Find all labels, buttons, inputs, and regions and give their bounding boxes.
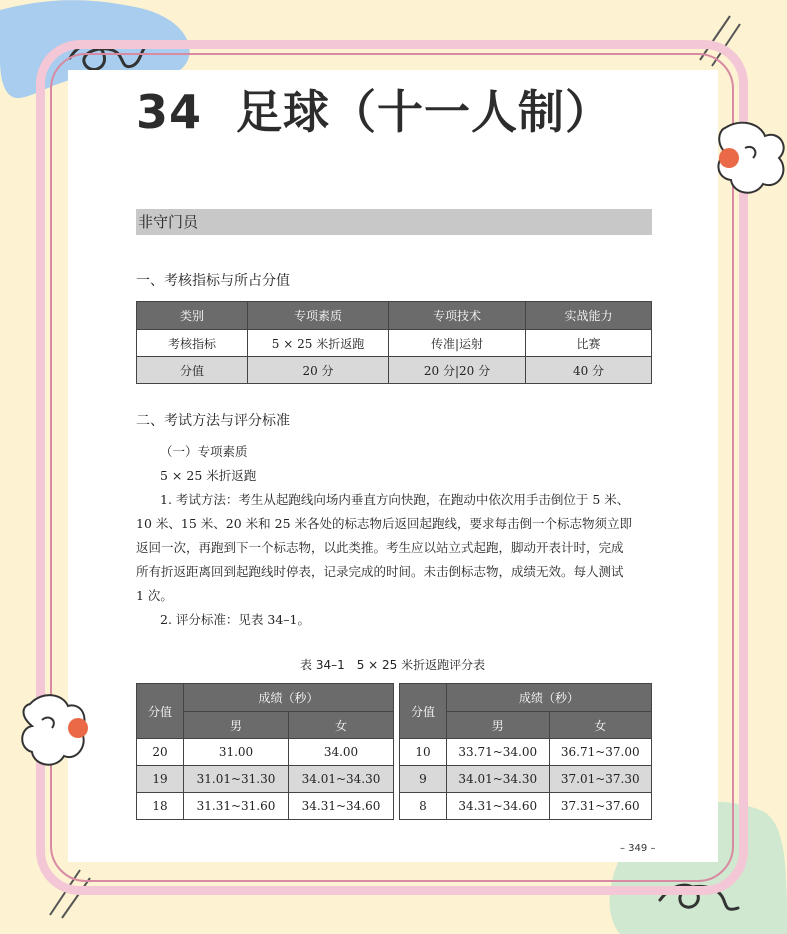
- result-header: 成绩（秒）: [184, 684, 394, 712]
- chapter-number: 34: [136, 85, 203, 139]
- score-table-left: [136, 683, 394, 820]
- male-header: 男: [447, 712, 550, 739]
- table-cell: 37.01~37.30: [549, 766, 652, 793]
- section-bar: 非守门员: [136, 209, 652, 235]
- table-cell: 36.71~37.00: [549, 739, 652, 766]
- female-header: 女: [549, 712, 652, 739]
- table-cell: 33.71~34.00: [447, 739, 550, 766]
- table-cell: 20 分: [248, 357, 389, 384]
- paragraph-line: 返回一次，再跑到下一个标志物，以此类推。考生应以站立式起跑，脚动开表计时，完成: [136, 540, 624, 555]
- table-cell: 18: [137, 793, 184, 820]
- score-header: 分值: [400, 684, 447, 739]
- flower-decoration-left: [18, 690, 88, 770]
- table-cell: 5 × 25 米折返跑: [248, 330, 389, 357]
- method-paragraph: [136, 488, 656, 608]
- table-cell: 31.31~31.60: [184, 793, 289, 820]
- table-cell: 分值: [137, 357, 248, 384]
- table-cell: 34.01~34.30: [289, 766, 394, 793]
- scoring-reference: 2. 评分标准：见表 34–1。: [160, 612, 310, 627]
- subheading: （一）专项素质: [160, 444, 248, 459]
- table-cell: 31.00: [184, 739, 289, 766]
- paragraph-line: 所有折返距离回到起跑线时停表，记录完成的时间。未击倒标志物，成绩无效。每人测试: [136, 564, 624, 579]
- page-number: – 349 –: [620, 843, 656, 854]
- paragraph-line: 1 次。: [136, 588, 173, 603]
- score-table-right: [399, 683, 652, 820]
- header-quality: 专项素质: [248, 302, 389, 330]
- table-cell: 34.01~34.30: [447, 766, 550, 793]
- table-cell: 34.31~34.60: [447, 793, 550, 820]
- heading-indicators: 一、考核指标与所占分值: [136, 273, 290, 289]
- header-technique: 专项技术: [389, 302, 526, 330]
- result-header: 成绩（秒）: [447, 684, 652, 712]
- female-header: 女: [289, 712, 394, 739]
- table-cell: 比赛: [526, 330, 652, 357]
- flower-decoration-right: [715, 118, 787, 198]
- header-category: 类别: [137, 302, 248, 330]
- heading-methods: 二、考试方法与评分标准: [136, 413, 290, 429]
- item-name: 5 × 25 米折返跑: [160, 468, 257, 483]
- table-caption: 表 34–1 5 × 25 米折返跑评分表: [300, 658, 486, 672]
- chapter-title: 足球（十一人制）: [236, 85, 613, 139]
- table-cell: 考核指标: [137, 330, 248, 357]
- page-title: [136, 76, 612, 142]
- table-cell: 8: [400, 793, 447, 820]
- table-cell: 34.31~34.60: [289, 793, 394, 820]
- paragraph-line: 10 米、15 米、20 米和 25 米各处的标志物后返回起跑线，要求每击倒一个标志物须立即: [136, 516, 632, 531]
- header-combat: 实战能力: [526, 302, 652, 330]
- table-cell: 37.31~37.60: [549, 793, 652, 820]
- table-cell: 19: [137, 766, 184, 793]
- table-cell: 31.01~31.30: [184, 766, 289, 793]
- table-cell: 传准|运射: [389, 330, 526, 357]
- table-cell: 20: [137, 739, 184, 766]
- table-cell: 20 分|20 分: [389, 357, 526, 384]
- table-cell: 10: [400, 739, 447, 766]
- indicator-table: [136, 301, 652, 384]
- table-cell: 34.00: [289, 739, 394, 766]
- score-header: 分值: [137, 684, 184, 739]
- table-cell: 40 分: [526, 357, 652, 384]
- male-header: 男: [184, 712, 289, 739]
- table-cell: 9: [400, 766, 447, 793]
- paragraph-line: 1. 考试方法：考生从起跑线向场内垂直方向快跑，在跑动中依次用手击倒位于 5 米、: [160, 492, 630, 507]
